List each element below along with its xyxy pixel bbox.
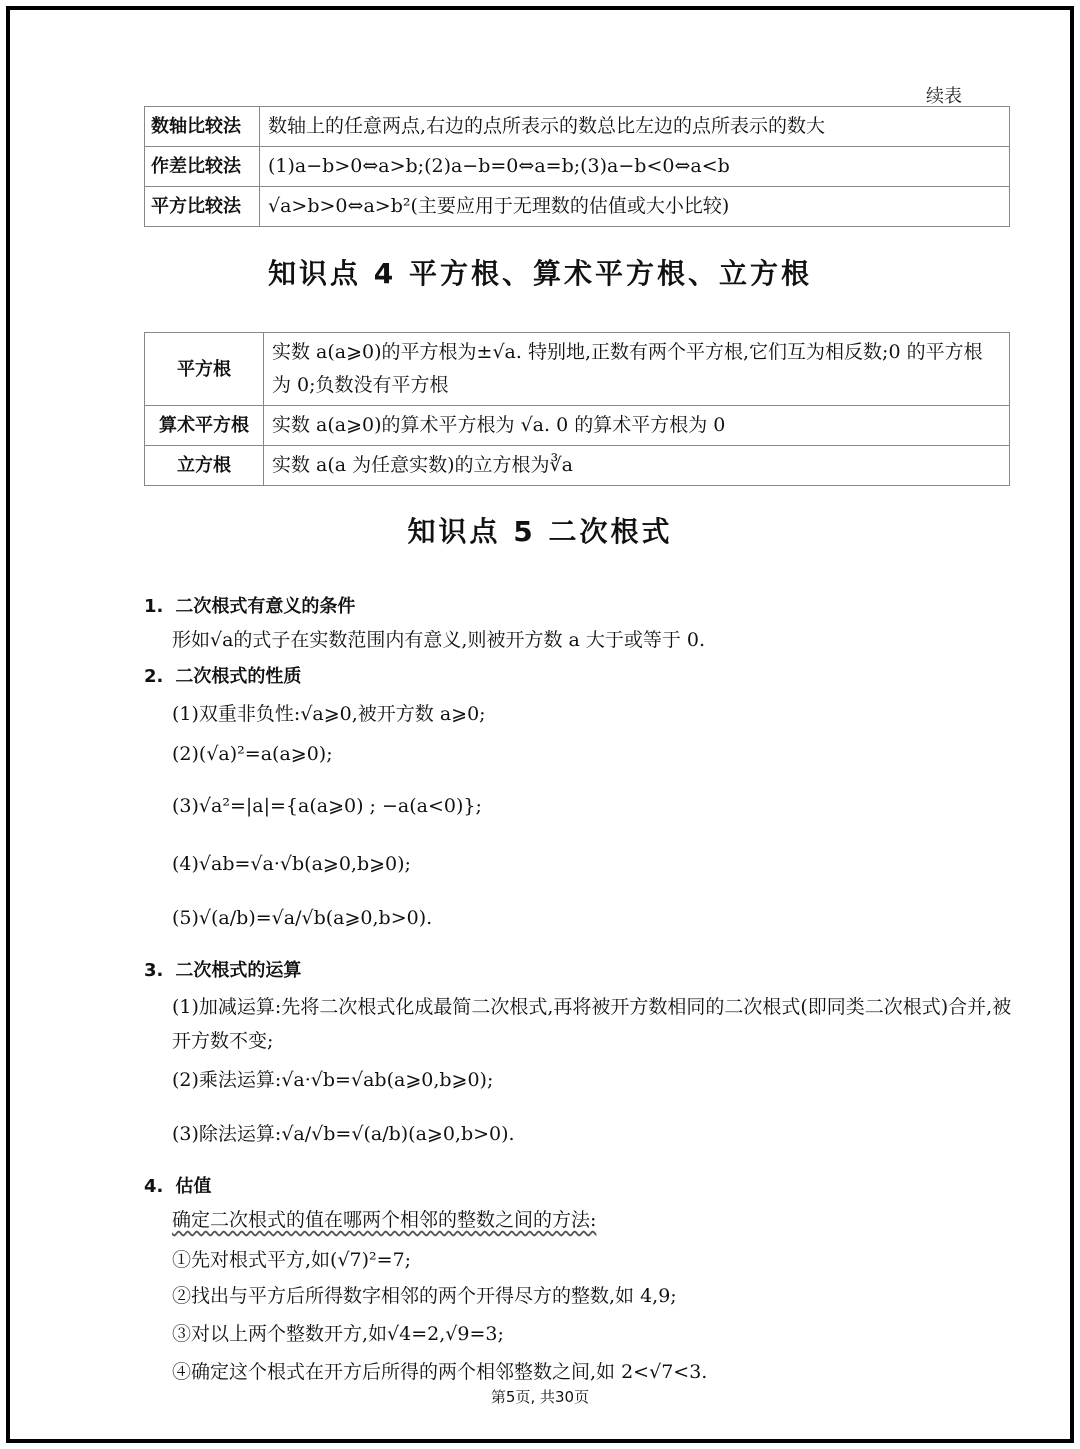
row-label: 作差比较法	[145, 147, 260, 187]
continued-label: 续表	[926, 86, 962, 107]
property-line: (1)双重非负性:√a⩾0,被开方数 a⩾0;	[172, 703, 486, 725]
section-heading	[144, 592, 355, 618]
property-line: (3)√a²=|a|={a(a⩾0) ; −a(a<0)};	[172, 795, 482, 817]
row-label: 平方比较法	[145, 187, 260, 227]
operation-line: (3)除法运算:√a/√b=√(a/b)(a⩾0,b>0).	[172, 1123, 515, 1145]
table-row	[145, 187, 1010, 227]
row-label: 算术平方根	[145, 406, 264, 446]
row-content: (1)a−b>0⇔a>b;(2)a−b=0⇔a=b;(3)a−b<0⇔a<b	[260, 147, 1010, 187]
table-row	[145, 406, 1010, 446]
method-step: ④确定这个根式在开方后所得的两个相邻整数之间,如 2<√7<3.	[172, 1361, 708, 1383]
section-title: 二次根式有意义的条件	[175, 596, 356, 617]
section-title: 估值	[175, 1176, 212, 1197]
table-row	[145, 147, 1010, 187]
row-content: 实数 a(a⩾0)的算术平方根为 √a. 0 的算术平方根为 0	[264, 406, 1010, 446]
row-content: 实数 a(a 为任意实数)的立方根为∛a	[264, 446, 1010, 486]
section-number: 2.	[144, 666, 164, 687]
heading-knowledge-point-5: 知识点 5 二次根式	[407, 515, 673, 548]
property-line: (2)(√a)²=a(a⩾0);	[172, 743, 333, 765]
operation-line: (2)乘法运算:√a·√b=√ab(a⩾0,b⩾0);	[172, 1069, 494, 1091]
row-content: √a>b>0⇔a>b²(主要应用于无理数的估值或大小比较)	[260, 187, 1010, 227]
row-content: 实数 a(a⩾0)的平方根为±√a. 特别地,正数有两个平方根,它们互为相反数;0 的平方根为 0;负数没有平方根	[264, 333, 1010, 406]
section-heading	[144, 1172, 211, 1198]
row-label: 平方根	[145, 333, 264, 406]
operation-line: (1)加减运算:先将二次根式化成最简二次根式,再将被开方数相同的二次根式(即同类二次根式)合并,被开方数不变;	[172, 996, 1012, 1052]
section-heading	[144, 956, 301, 982]
page-footer: 第5页, 共30页	[490, 1388, 590, 1406]
method-intro: 确定二次根式的值在哪两个相邻的整数之间的方法:	[172, 1209, 597, 1231]
row-label: 数轴比较法	[145, 107, 260, 147]
row-label: 立方根	[145, 446, 264, 486]
comparison-methods-table	[144, 106, 1010, 227]
section-number: 1.	[144, 596, 164, 617]
table-row	[145, 333, 1010, 406]
roots-definition-table	[144, 332, 1010, 486]
section-title: 二次根式的性质	[175, 666, 302, 687]
section-number: 4.	[144, 1176, 164, 1197]
method-step: ③对以上两个整数开方,如√4=2,√9=3;	[172, 1323, 504, 1345]
method-step: ①先对根式平方,如(√7)²=7;	[172, 1249, 412, 1271]
section-number: 3.	[144, 960, 164, 981]
property-line: (4)√ab=√a·√b(a⩾0,b⩾0);	[172, 853, 411, 875]
document-page	[6, 6, 1074, 1443]
table-row	[145, 446, 1010, 486]
property-line: (5)√(a/b)=√a/√b(a⩾0,b>0).	[172, 907, 433, 929]
text-line: 形如√a的式子在实数范围内有意义,则被开方数 a 大于或等于 0.	[172, 629, 706, 651]
section-heading	[144, 662, 301, 688]
section-title: 二次根式的运算	[175, 960, 302, 981]
method-step: ②找出与平方后所得数字相邻的两个开得尽方的整数,如 4,9;	[172, 1285, 677, 1307]
heading-knowledge-point-4: 知识点 4 平方根、算术平方根、立方根	[268, 257, 812, 290]
table-row	[145, 107, 1010, 147]
row-content: 数轴上的任意两点,右边的点所表示的数总比左边的点所表示的数大	[260, 107, 1010, 147]
